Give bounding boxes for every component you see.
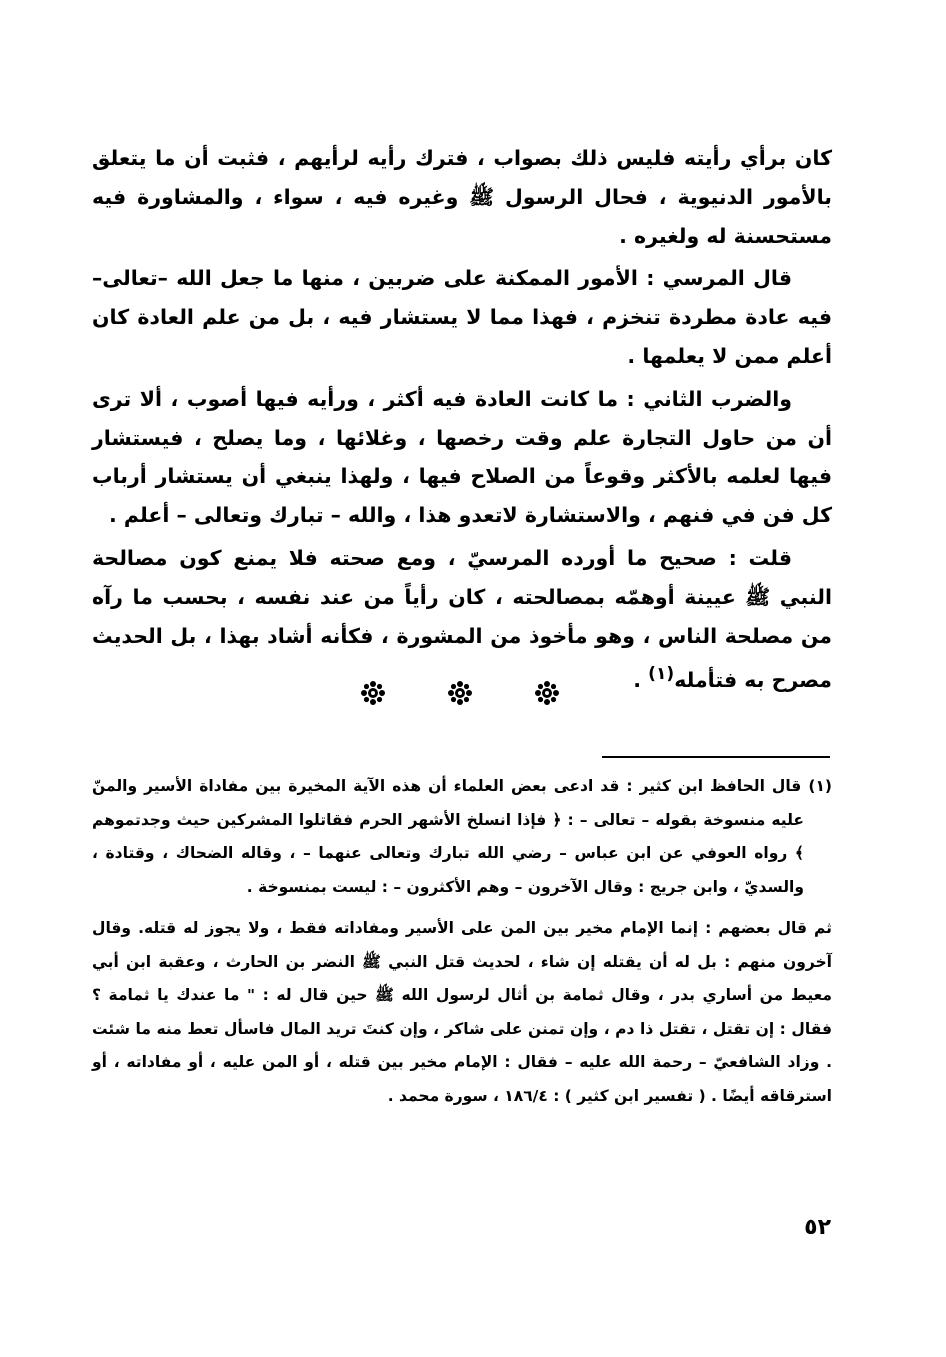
footnote-separator bbox=[602, 756, 830, 758]
paragraph-3: والضرب الثاني : ما كانت العادة فيه أكثر ، ورأيه فيها أصوب ، ألا ترى أن من حاول التجارة علم وقت رخصها ، وغلائها ، وما يصلح ، فيستشار فيها لعلمه بالأكثر وقوعاً من الصلاح فيها ، ولهذا ينبغي أن يستشار أرباب كل فن في فنهم ، والاستشارة لاتعدو هذا ، والله – تبارك وتعالى – أعلم . bbox=[92, 386, 832, 528]
paragraph-2: قال المرسي : الأمور الممكنة على ضربين ، منها ما جعل الله –تعالى– فيه عادة مطردة تنخزم ، فهذا مما لا يستشار فيه ، بل من علم العادة كان أعلم ممن لا يعلمها . bbox=[92, 266, 832, 368]
paragraph-4-text: قلت : صحيح ما أورده المرسيّ ، ومع صحته فلا يمنع كون مصالحة النبي ﷺ عيينة أوهمّه بمصالحته ، كان رأياً من عند نفسه ، بحسب ما رآه من مصلحة الناس ، وهو مأخوذ من المشورة ، فكأنه أشاد بهذا ، بل الحديث مصرح به فتأمله bbox=[92, 545, 832, 693]
footnote-reference: (١) bbox=[648, 664, 675, 685]
main-text-body bbox=[92, 139, 832, 704]
floral-ornament-icon bbox=[534, 680, 560, 706]
footnotes-section bbox=[92, 770, 832, 1113]
footnote-1 bbox=[92, 770, 832, 904]
footnote-1-text: قال الحافظ ابن كثير : قد ادعى بعض العلماء أن هذه الآية المخيرة بين مفاداة الأسير والمنّ عليه منسوخة بقوله – تعالى – : ﴿ فإذا انسلخ الأشهر الحرم فقاتلوا المشركين حيث وجدتموهم ﴾ رواه العوفي عن ابن عباس – رضي الله تبارك وتعالى عنهما – ، وقاله الضحاك ، وقتادة ، والسديّ ، وابن جريج : وقال الآخرون – وهم الأكثرون – : ليست بمنسوخة . bbox=[92, 777, 809, 896]
section-divider-ornaments bbox=[360, 678, 560, 708]
paragraph-4-end: . bbox=[633, 668, 649, 693]
footnote-1-marker: (١) bbox=[808, 777, 832, 795]
floral-ornament-icon bbox=[447, 680, 473, 706]
floral-ornament-icon bbox=[360, 680, 386, 706]
paragraph-4 bbox=[92, 539, 832, 700]
paragraph-1: كان برأي رأيته فليس ذلك بصواب ، فترك رأيه لرأيهم ، فثبت أن ما يتعلق بالأمور الدنيوية ، فحال الرسول ﷺ وغيره فيه ، سواء ، والمشاورة فيه مستحسنة له ولغيره . bbox=[92, 146, 832, 248]
page-number: ٥٢ bbox=[804, 1215, 831, 1240]
footnote-1-continuation: ثم قال بعضهم : إنما الإمام مخير بين المن على الأسير ومفاداته فقط ، ولا يجوز له قتله. وقال آخرون منهم : بل له أن يقتله إن شاء ، لحديث قتل النبي ﷺ النضر بن الحارث ، وعقبة ابن أبي معيط من أساري بدر ، وقال ثمامة بن أثال لرسول الله ﷺ حين قال له : " ما عندك يا ثمامة ؟ فقال : إن تقتل ، تقتل ذا دم ، وإن تمنن على شاكر ، وإن كنتَ تريد المال فاسأل تعط منه ما شئت . وزاد الشافعيّ – رحمة الله عليه – فقال : الإمام مخير بين قتله ، أو المن عليه ، أو مفاداته ، أو استرقاقه أيضًا . ( تفسير ابن كثير ) : ١٨٦/٤ ، سورة محمد . bbox=[92, 919, 832, 1105]
